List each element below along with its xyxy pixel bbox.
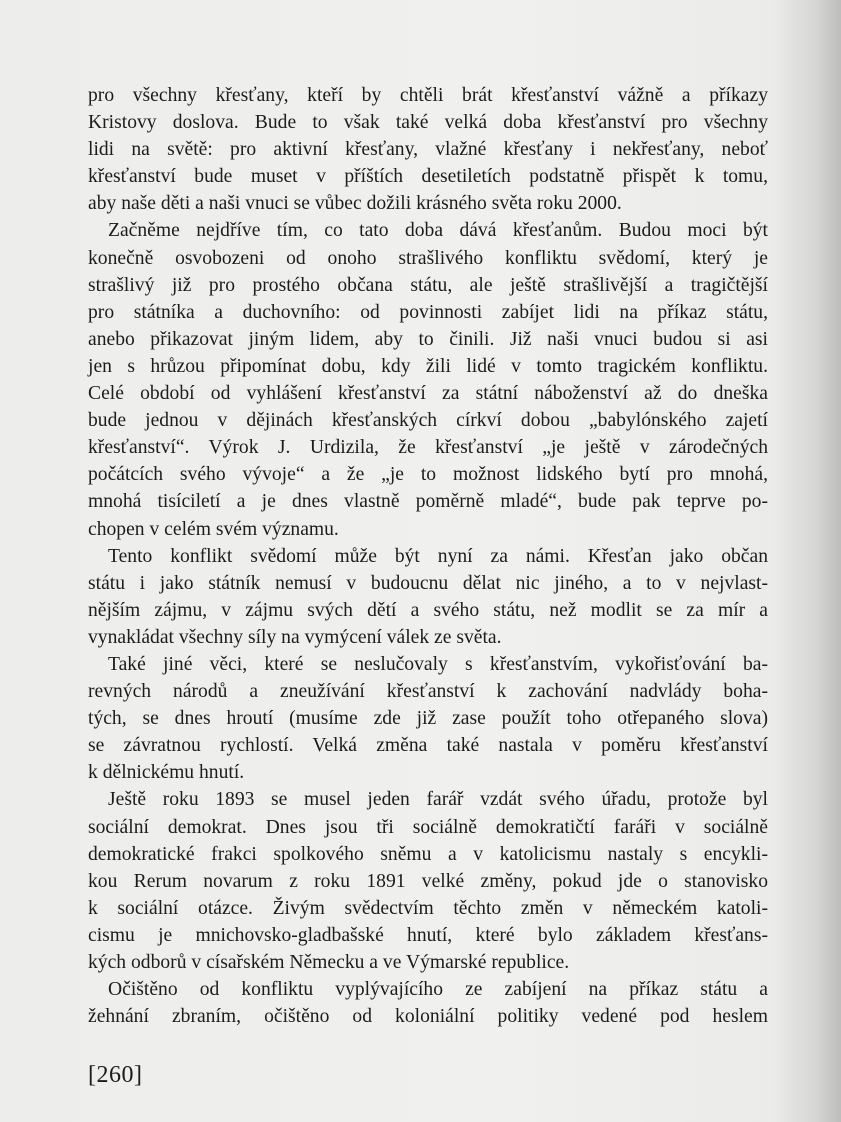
paragraph: [88, 543, 768, 651]
page-number: [260]: [88, 1062, 143, 1088]
text-line: lidi na světě: pro aktivní křesťany, vlažné křesťany i nekřesťany, neboť: [88, 139, 768, 161]
text-line: k dělnickému hnutí.: [88, 762, 245, 784]
text-line: křesťanství bude muset v příštích desetiletích podstatně přispět k tomu,: [88, 166, 768, 188]
text-line: bude jednou v dějinách křesťanských církví dobou „babylónského zajetí: [88, 410, 768, 432]
text-line: tých, se dnes hroutí (musíme zde již zase použít toho otřepaného slova): [88, 708, 768, 730]
text-line: vynakládat všechny síly na vymýcení válek ze světa.: [88, 626, 502, 648]
text-line: k sociální otázce. Živým svědectvím těchto změn v německém katoli-: [88, 897, 768, 919]
text-line: kých odborů v císařském Německu a ve Výmarské republice.: [88, 952, 570, 973]
text-line: Kristovy doslova. Bude to však také velká doba křesťanství pro všechny: [88, 112, 768, 134]
text-line: křesťanství“. Výrok J. Urdizila, že křesťanství „je ještě v zárodečných: [88, 437, 768, 459]
text-line: se závratnou rychlostí. Velká změna také nastala v poměru křesťanství: [88, 735, 768, 757]
text-line: státu i jako státník nemusí v budoucnu dělat nic jiného, a to v nejvlast-: [88, 572, 768, 594]
paragraph: [88, 976, 768, 1030]
text-line: žehnání zbraním, očištěno od koloniální politiky vedené pod heslem: [88, 1006, 768, 1028]
text-line: jen s hrůzou připomínat dobu, kdy žili lidé v tomto tragickém konfliktu.: [88, 355, 768, 377]
text-line: Ještě roku 1893 se musel jeden farář vzdát svého úřadu, protože byl: [108, 789, 768, 811]
paragraph: [88, 786, 768, 976]
text-line: nějším zájmu, v zájmu svých dětí a svého státu, než modlit se za mír a: [88, 599, 768, 621]
text-line: strašlivý již pro prostého občana státu, ale ještě strašlivější a tragičtější: [88, 274, 768, 296]
text-line: Také jiné věci, které se neslučovaly s křesťanstvím, vykořisťování ba-: [108, 653, 768, 675]
text-line: pro všechny křesťany, kteří by chtěli brát křesťanství vážně a příkazy: [88, 85, 768, 106]
text-line: Celé období od vyhlášení křesťanství za státní náboženství až do dneška: [88, 383, 768, 405]
text-line: Očištěno od konfliktu vyplývajícího ze zabíjení na příkaz státu a: [108, 979, 768, 1001]
text-line: sociální demokrat. Dnes jsou tři sociálně demokratičtí faráři v sociálně: [88, 816, 768, 838]
text-line: počátcích svého vývoje“ a že „je to možnost lidského bytí pro mnohá,: [88, 464, 768, 486]
book-page-text: [88, 82, 768, 1030]
text-line: demokratické frakci spolkového sněmu a v katolicismu nastaly s encykli-: [88, 843, 768, 865]
paragraph: [88, 82, 768, 217]
paragraph: [88, 651, 768, 786]
text-line: cismu je mnichovsko-gladbašské hnutí, které bylo základem křesťans-: [88, 924, 768, 946]
text-line: mnohá tisíciletí a je dnes vlastně poměrně mladé“, bude pak teprve po-: [88, 491, 768, 513]
text-line: chopen v celém svém významu.: [88, 518, 339, 540]
text-line: revných národů a zneužívání křesťanství k zachování nadvlády boha-: [88, 681, 768, 703]
paragraph: [88, 217, 768, 542]
text-line: Tento konflikt svědomí může být nyní za námi. Křesťan jako občan: [108, 545, 768, 567]
text-line: konečně osvobozeni od onoho strašlivého konfliktu svědomí, který je: [88, 247, 768, 269]
text-line: kou Rerum novarum z roku 1891 velké změny, pokud jde o stanovisko: [88, 870, 768, 892]
text-line: Začněme nejdříve tím, co tato doba dává křesťanům. Budou moci být: [108, 220, 768, 242]
text-line: aby naše děti a naši vnuci se vůbec dožili krásného světa roku 2000.: [88, 193, 622, 215]
text-line: anebo přikazovat jiným lidem, aby to činili. Již naši vnuci budou si asi: [88, 328, 768, 350]
text-line: pro státníka a duchovního: od povinnosti zabíjet lidi na příkaz státu,: [88, 301, 768, 323]
